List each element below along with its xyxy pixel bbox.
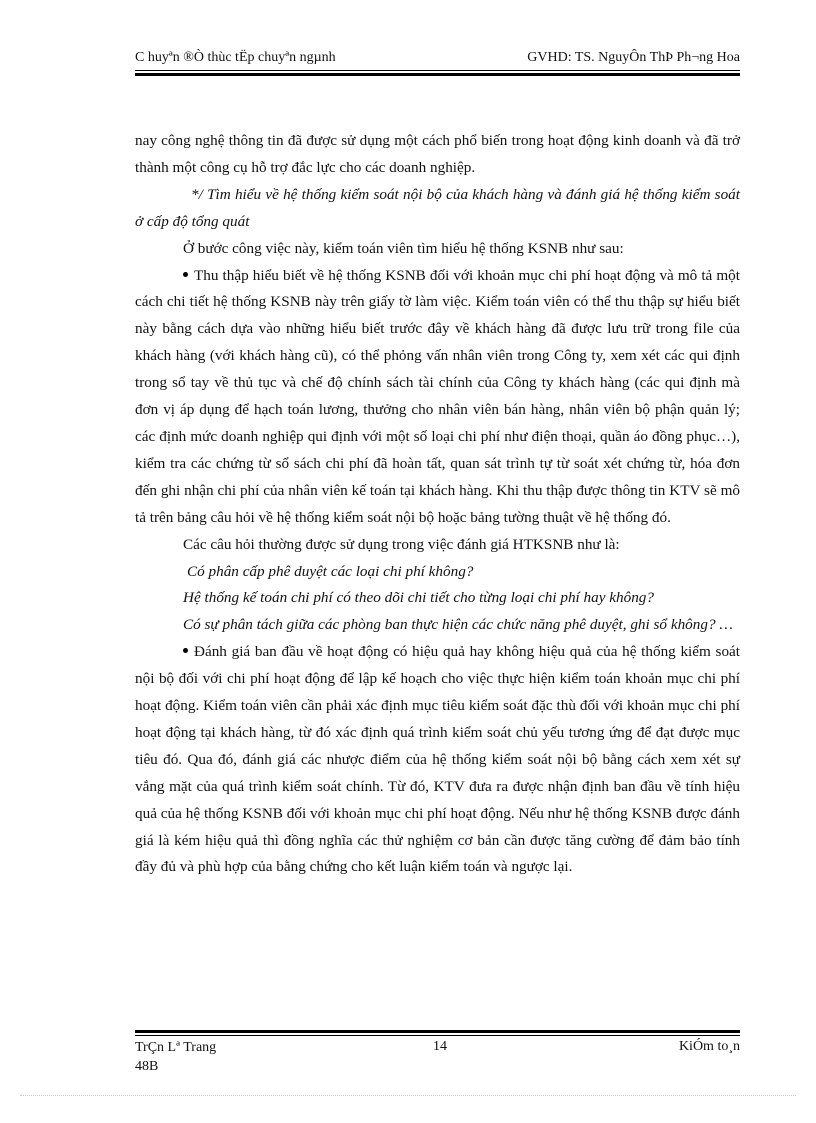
header-advisor: GVHD: TS. NguyÔn ThÞ Ph¬ng Hoa <box>527 50 740 65</box>
footer-author-block <box>135 1038 216 1076</box>
question-2: Hệ thống kế toán chi phí có theo dõi chi tiết cho từng loại chi phí hay không? <box>183 589 654 607</box>
footer-department: KiÓm to¸n <box>678 1039 740 1054</box>
paragraph-collect-text: Thu thập hiểu biết về hệ thống KSNB đối với khoản mục chi phí hoạt động và mô tả một cách chi tiết hệ thống KSNB này trên giấy tờ làm việc. Kiểm toán viên có thể thu thập sự hiểu biết này bằng cách dựa vào những hiểu biết trước đây về khách hàng đã được lưu trữ trong file của khách hàng (với khách hàng cũ), có thể phỏng vấn nhân viên trong Công ty, xem xét các qui định trong sổ tay về thủ tục và chế độ chính sách tài chính của Công ty khách hàng (các qui định mà đơn vị áp dụng để hạch toán lương, thưởng cho nhân viên bán hàng, nhân viên bộ phận quản lý; các định mức doanh nghiệp qui định với một số loại chi phí như điện thoại, quần áo đồng phục…), kiểm tra các chứng từ sổ sách chi phí đã hoàn tất, quan sát trình tự từ soát xét chứng từ, hóa đơn đến ghi nhận chi phí của nhân viên kế toán tại khách hàng. Khi thu thập được thông tin KTV sẽ mô tả trên bảng câu hỏi về hệ thống kiểm soát nội bộ hoặc bảng tường thuật về hệ thống đó. <box>135 266 740 526</box>
footer-rule-thin <box>135 1035 740 1036</box>
footer-author: TrÇn Lª Trang <box>135 1040 217 1055</box>
page-header <box>135 48 740 70</box>
body-text <box>135 128 740 881</box>
question-1: Có phân cấp phê duyệt các loại chi phí không? <box>187 562 474 580</box>
paragraph-step: Ở bước công việc này, kiểm toán viên tìm hiểu hệ thống KSNB như sau: <box>183 239 624 257</box>
question-3: Có sự phân tách giữa các phòng ban thực hiện các chức năng phê duyệt, ghi sổ không? … <box>183 616 733 634</box>
paragraph-evaluate <box>135 639 740 881</box>
header-report-title: C huyªn ®Ò thùc tËp chuyªn ngµnh <box>135 50 336 65</box>
footer-rule-thick <box>135 1030 740 1033</box>
page-bottom-dotted-divider <box>20 1095 796 1096</box>
header-rule-thin <box>135 70 740 71</box>
section-heading: */ Tìm hiểu về hệ thống kiểm soát nội bộ của khách hàng và đánh giá hệ thống kiểm soát ở cấp độ tổng quát <box>135 185 740 230</box>
header-rule-thick <box>135 73 740 76</box>
bullet-icon <box>183 272 188 277</box>
page-number: 14 <box>433 1039 447 1054</box>
paragraph-intro: nay công nghệ thông tin đã được sử dụng một cách phổ biến trong hoạt động kinh doanh và đã trở thành một công cụ hỗ trợ đắc lực cho các doanh nghiệp. <box>135 132 740 176</box>
bullet-icon <box>183 648 188 653</box>
paragraph-evaluate-text: Đánh giá ban đầu về hoạt động có hiệu quả hay không hiệu quả của hệ thống kiểm soát nội bộ đối với chi phí hoạt động để lập kế hoạch cho việc thực hiện kiểm toán khoản mục chi phí hoạt động. Kiểm toán viên cần phải xác định mục tiêu kiểm soát đặc thù đối với khoản mục chi phí hoạt động tại khách hàng, từ đó xác định quá trình kiểm soát chủ yếu tương ứng để đạt được mục tiêu đó. Qua đó, đánh giá các nhược điểm của hệ thống kiểm soát nội bộ bằng cách xem xét sự vắng mặt của quá trình kiểm soát chính. Từ đó, KTV đưa ra được nhận định ban đầu về tính hiệu quả của hệ thống KSNB đối với khoản mục chi phí hoạt động. Nếu như hệ thống KSNB được đánh giá là kém hiệu quả thì đồng nghĩa các thử nghiệm cơ bản cần được tăng cường để đảm bảo tính đầy đủ và phù hợp của bằng chứng cho kết luận kiểm toán và ngược lại. <box>135 643 740 876</box>
paragraph-collect <box>135 263 740 532</box>
paragraph-questions-lead: Các câu hỏi thường được sử dụng trong việc đánh giá HTKSNB như là: <box>183 535 620 553</box>
footer-class: 48B <box>135 1059 159 1074</box>
